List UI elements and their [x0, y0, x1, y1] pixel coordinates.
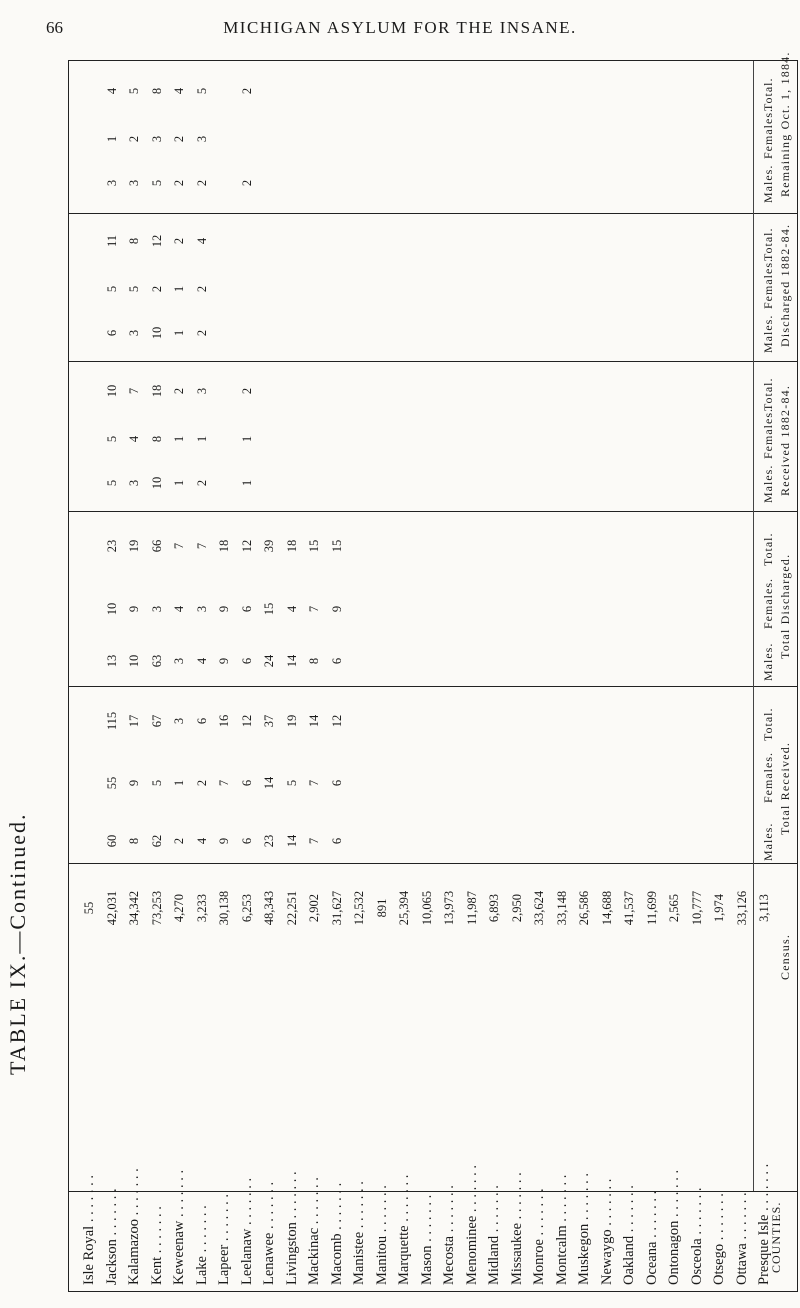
- table-cell: 2: [194, 329, 209, 337]
- county-name: Mason . . . . . . .: [418, 1194, 435, 1285]
- column-label: Total.: [761, 707, 775, 741]
- table-cell: 9: [329, 605, 344, 613]
- table-cell: 2: [172, 387, 186, 395]
- table-cell: 3: [194, 135, 209, 143]
- group-divider: [69, 213, 797, 214]
- census-cell: 1,974: [712, 893, 726, 923]
- table-cell: 18: [217, 539, 231, 553]
- census-cell: 33,624: [532, 890, 546, 926]
- census-cell: 2,902: [307, 893, 321, 923]
- county-name: Jackson . . . . . . .: [103, 1188, 120, 1285]
- county-name: Macomb . . . . . . .: [328, 1182, 345, 1285]
- county-name: Isle Royal . . . . . . .: [81, 1175, 97, 1285]
- table-cell: 14: [262, 776, 276, 790]
- table-cell: 67: [149, 714, 164, 728]
- table-cell: 10: [149, 476, 164, 490]
- census-cell: 34,342: [127, 890, 141, 926]
- county-name: Muskegon . . . . . . .: [576, 1173, 592, 1285]
- census-cell: 10,065: [419, 890, 434, 926]
- county-name: Newaygo . . . . . . .: [598, 1178, 615, 1285]
- table-cell: 3: [127, 479, 141, 487]
- table-cell: 7: [307, 605, 321, 613]
- table-cell: 12: [239, 539, 254, 553]
- page-number: 66: [46, 18, 63, 37]
- table-cell: 5: [127, 285, 141, 293]
- census-cell: 13,973: [442, 890, 456, 926]
- county-name: Livingston . . . . . . .: [283, 1171, 300, 1285]
- county-name: Mackinac . . . . . . .: [306, 1177, 322, 1285]
- table-cell: 6: [239, 837, 254, 845]
- table-cell: 5: [104, 435, 119, 443]
- census-cell: 25,394: [397, 890, 411, 926]
- table-cell: 4: [172, 605, 186, 613]
- table-cell: 7: [307, 837, 321, 845]
- census-cell: 33,148: [554, 890, 569, 926]
- county-name: Kalamazoo . . . . . . .: [126, 1168, 142, 1285]
- table-cell: 14: [284, 654, 299, 668]
- table-cell: 9: [217, 837, 231, 845]
- table-cell: 6: [329, 837, 344, 845]
- table-cell: 2: [172, 179, 186, 187]
- group-label: Total Received.: [778, 741, 792, 835]
- county-name: Osceola . . . . . . .: [688, 1187, 705, 1285]
- county-name: Kent . . . . . . .: [148, 1206, 165, 1285]
- column-label: Males.: [761, 464, 775, 503]
- table-cell: 1: [239, 435, 254, 443]
- table-cell: 3: [172, 717, 186, 725]
- census-cell: 2,950: [509, 893, 524, 923]
- table-cell: 19: [284, 714, 299, 728]
- table-cell: 9: [127, 779, 141, 787]
- county-name: Manitou . . . . . . .: [373, 1185, 390, 1285]
- table-cell: 3: [149, 135, 164, 143]
- table-cell: 2: [172, 837, 186, 845]
- table-cell: 18: [149, 384, 164, 398]
- column-label: Total.: [761, 77, 775, 111]
- table-cell: 4: [172, 87, 186, 95]
- table-cell: 6: [329, 657, 344, 665]
- group-divider: [69, 361, 797, 362]
- column-label: Males.: [761, 822, 775, 861]
- table-cell: 2: [194, 285, 209, 293]
- table-cell: 8: [307, 657, 321, 665]
- census-cell: 3,233: [194, 893, 209, 923]
- table-cell: 66: [149, 539, 164, 553]
- county-name: Menominee . . . . . . .: [463, 1164, 480, 1285]
- census-cell: 14,688: [599, 890, 614, 926]
- census-cell: 41,537: [622, 890, 636, 926]
- table-cell: 4: [194, 657, 209, 665]
- census-cell: 30,138: [217, 890, 231, 926]
- counties-header: COUNTIES.: [769, 1201, 783, 1273]
- table-cell: 6: [239, 779, 254, 787]
- table-cell: 10: [127, 654, 141, 668]
- label-strip-divider: [753, 61, 754, 1191]
- county-name: Monroe . . . . . . .: [531, 1188, 547, 1285]
- census-cell: 10,777: [689, 890, 704, 926]
- table-cell: 1: [172, 435, 186, 443]
- group-divider: [69, 686, 797, 687]
- table-cell: 8: [127, 237, 141, 245]
- county-name: Lake . . . . . . .: [193, 1205, 210, 1285]
- table-cell: 4: [127, 435, 141, 443]
- table-cell: 1: [194, 435, 209, 443]
- census-cell: 891: [374, 898, 389, 918]
- table-cell: 7: [127, 387, 141, 395]
- county-name: Manistee . . . . . . .: [351, 1181, 367, 1285]
- column-label: Males.: [761, 642, 775, 681]
- census-cell: 22,251: [284, 890, 299, 926]
- census-cell: 31,627: [329, 890, 344, 926]
- census-cell: 42,031: [104, 890, 119, 926]
- table-cell: 62: [149, 834, 164, 848]
- county-name: Oakland . . . . . . .: [621, 1185, 637, 1285]
- group-label: Received 1882-84.: [778, 384, 792, 496]
- group-label: Census.: [778, 933, 792, 980]
- table-cell: 12: [239, 714, 254, 728]
- table-cell: 14: [307, 714, 321, 728]
- table-cell: 1: [172, 479, 186, 487]
- column-label: Total.: [761, 227, 775, 261]
- table-title-text: TABLE IX.—Continued.: [5, 812, 30, 1075]
- table-cell: 55: [104, 776, 119, 790]
- table-cell: 10: [104, 384, 119, 398]
- table-cell: 12: [149, 234, 164, 248]
- table-cell: 2: [172, 237, 186, 245]
- table-cell: 6: [194, 717, 209, 725]
- county-name: Oceana . . . . . . .: [643, 1190, 660, 1285]
- table-cell: 6: [329, 779, 344, 787]
- table-cell: 37: [262, 714, 276, 728]
- table-cell: 2: [149, 285, 164, 293]
- table-cell: 4: [194, 837, 209, 845]
- census-cell: 11,699: [644, 891, 659, 925]
- table-cell: 16: [217, 714, 231, 728]
- table-cell: 2: [127, 135, 141, 143]
- table-cell: 2: [194, 179, 209, 187]
- column-label: Males.: [761, 314, 775, 353]
- county-name: Mecosta . . . . . . .: [441, 1185, 457, 1285]
- county-name: Missaukee . . . . . . .: [508, 1172, 525, 1285]
- column-label: Males.: [761, 164, 775, 203]
- table-cell: 3: [172, 657, 186, 665]
- column-label: Females.: [761, 408, 775, 459]
- table-cell: 2: [194, 779, 209, 787]
- table-cell: 3: [127, 179, 141, 187]
- column-label: Females.: [761, 752, 775, 803]
- county-name: Marquette . . . . . . .: [396, 1174, 412, 1285]
- table-cell: 24: [262, 654, 276, 668]
- table-cell: 1: [104, 135, 119, 143]
- table-cell: 5: [127, 87, 141, 95]
- table-cell: 5: [104, 479, 119, 487]
- table-cell: 115: [104, 711, 119, 731]
- table-cell: 3: [104, 179, 119, 187]
- census-cell: 33,126: [734, 890, 749, 926]
- table-cell: 4: [194, 237, 209, 245]
- table-cell: 1: [172, 779, 186, 787]
- table-cell: 14: [284, 834, 299, 848]
- table-cell: 7: [217, 779, 231, 787]
- table-cell: 19: [127, 539, 141, 553]
- county-name: Midland . . . . . . .: [486, 1185, 502, 1285]
- census-cell: 11,987: [464, 891, 479, 925]
- table-cell: 2: [194, 479, 209, 487]
- group-label: Total Discharged.: [778, 553, 792, 659]
- running-title: MICHIGAN ASYLUM FOR THE INSANE.: [223, 18, 577, 37]
- statistics-table: [68, 51, 798, 1292]
- county-name: Lenawee . . . . . . .: [261, 1181, 277, 1285]
- census-cell: 6,893: [487, 893, 501, 923]
- county-name: Lapeer . . . . . . .: [216, 1194, 232, 1285]
- census-cell: 12,532: [352, 890, 366, 926]
- table-cell: 63: [149, 654, 164, 668]
- table-cell: 3: [194, 387, 209, 395]
- table-cell: 4: [104, 87, 119, 95]
- column-label: Females.: [761, 578, 775, 629]
- group-label: Discharged 1882-84.: [778, 223, 792, 347]
- table-cell: 15: [329, 539, 344, 553]
- table-cell: 8: [127, 837, 141, 845]
- table-cell: 1: [172, 329, 186, 337]
- table-cell: 2: [172, 135, 186, 143]
- table-cell: 5: [104, 285, 119, 293]
- group-divider: [69, 511, 797, 512]
- census-cell: 73,253: [149, 890, 164, 926]
- table-title: [5, 812, 35, 1105]
- table-cell: 6: [239, 605, 254, 613]
- table-cell: 7: [172, 542, 186, 550]
- table-cell: 4: [284, 605, 299, 613]
- county-name: Montcalm . . . . . . .: [553, 1174, 570, 1285]
- table-cell: 5: [149, 779, 164, 787]
- table-cell: 3: [149, 605, 164, 613]
- table-cell: 60: [104, 834, 119, 848]
- county-name: Ottawa . . . . . . .: [733, 1192, 750, 1285]
- county-name: Leelanaw . . . . . . .: [238, 1177, 255, 1285]
- table-cell: 12: [329, 714, 344, 728]
- table-cell: 10: [149, 326, 164, 340]
- table-cell: 9: [217, 657, 231, 665]
- table-cell: 15: [307, 539, 321, 553]
- group-label: Remaining Oct. 1, 1884.: [778, 51, 792, 197]
- table-cell: 10: [104, 602, 119, 616]
- table-cell: 1: [172, 285, 186, 293]
- census-cell: 48,343: [262, 890, 276, 926]
- table-cell: 39: [262, 539, 276, 553]
- column-label: Total.: [761, 532, 775, 566]
- table-cell: 8: [149, 87, 164, 95]
- census-cell: 26,586: [577, 890, 591, 926]
- table-cell: 7: [194, 542, 209, 550]
- census-cell: 55: [82, 901, 96, 915]
- table-cell: 8: [149, 435, 164, 443]
- census-cell: 6,253: [239, 893, 254, 923]
- table-cell: 5: [149, 179, 164, 187]
- census-cell: 4,270: [172, 893, 186, 923]
- table-cell: 9: [217, 605, 231, 613]
- table-cell: 6: [104, 329, 119, 337]
- table-cell: 2: [239, 179, 254, 187]
- column-label: Females.: [761, 258, 775, 309]
- county-name: Keweenaw . . . . . . .: [171, 1169, 187, 1285]
- table-cell: 17: [127, 714, 141, 728]
- table-cell: 5: [284, 779, 299, 787]
- table-cell: 18: [284, 539, 299, 553]
- column-label: Total.: [761, 377, 775, 411]
- column-label: Females.: [761, 108, 775, 159]
- census-cell: 3,113: [757, 894, 771, 922]
- census-cell: 2,565: [667, 893, 681, 923]
- table-cell: 23: [262, 834, 276, 848]
- county-name: Ontonagon . . . . . . .: [666, 1169, 682, 1285]
- county-name: Presque Isle . . . . . . .: [756, 1163, 772, 1285]
- county-name: Otsego . . . . . . .: [711, 1193, 727, 1285]
- table-cell: 23: [104, 539, 119, 553]
- group-divider: [69, 863, 797, 864]
- table-cell: 15: [262, 602, 276, 616]
- table-cell: 3: [127, 329, 141, 337]
- table-cell: 1: [239, 479, 254, 487]
- table-cell: 5: [194, 87, 209, 95]
- table-cell: 3: [194, 605, 209, 613]
- table-cell: 7: [307, 779, 321, 787]
- table-cell: 2: [239, 387, 254, 395]
- table-cell: 6: [239, 657, 254, 665]
- table-cell: 2: [239, 87, 254, 95]
- table-cell: 13: [104, 654, 119, 668]
- table-cell: 11: [104, 234, 119, 248]
- table-cell: 9: [127, 605, 141, 613]
